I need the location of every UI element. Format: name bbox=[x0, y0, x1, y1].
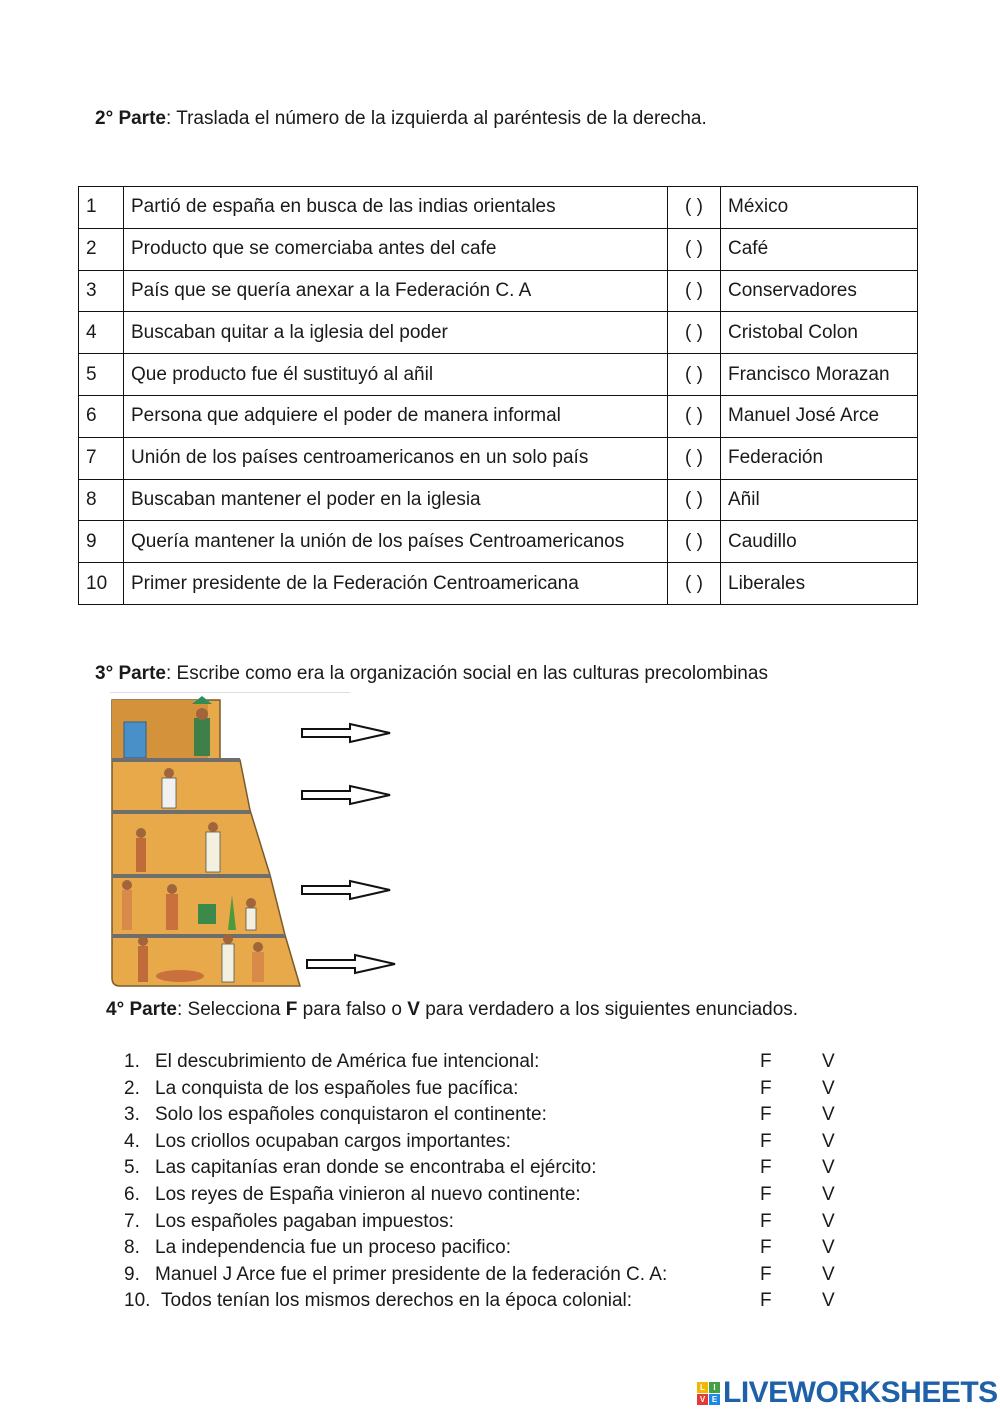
row-number: 7 bbox=[79, 437, 124, 479]
false-option[interactable]: F bbox=[760, 1183, 772, 1205]
item-number: 3. bbox=[124, 1104, 140, 1126]
answer-blank[interactable] bbox=[668, 521, 721, 563]
item-statement: Los reyes de España vinieron al nuevo continente: bbox=[155, 1183, 581, 1205]
row-option: Federación bbox=[721, 437, 918, 479]
arrow-right-icon bbox=[307, 955, 395, 973]
row-number: 2 bbox=[79, 228, 124, 270]
table-row bbox=[79, 270, 918, 312]
true-option[interactable]: V bbox=[822, 1210, 835, 1232]
false-option[interactable]: F bbox=[760, 1130, 772, 1152]
false-option[interactable]: F bbox=[760, 1290, 772, 1312]
arrow-right-icon bbox=[302, 786, 390, 804]
part2-label: 2° Parte bbox=[95, 108, 166, 129]
row-number: 9 bbox=[79, 521, 124, 563]
table-row bbox=[79, 521, 918, 563]
list-item bbox=[124, 1290, 844, 1317]
row-description: Persona que adquiere el poder de manera informal bbox=[124, 395, 668, 437]
item-number: 9. bbox=[124, 1263, 140, 1285]
table-row bbox=[79, 354, 918, 396]
true-option[interactable]: V bbox=[822, 1290, 835, 1312]
answer-parentheses[interactable]: ( ) bbox=[685, 321, 703, 343]
false-option[interactable]: F bbox=[760, 1104, 772, 1126]
answer-parentheses[interactable]: ( ) bbox=[685, 363, 703, 385]
logo-blocks-icon bbox=[697, 1382, 720, 1405]
list-item bbox=[124, 1264, 844, 1291]
part3-label: 3° Parte bbox=[95, 663, 166, 684]
row-option: Conservadores bbox=[721, 270, 918, 312]
item-number: 7. bbox=[124, 1210, 140, 1232]
true-option[interactable]: V bbox=[822, 1051, 835, 1072]
item-statement: Los criollos ocupaban cargos importantes: bbox=[155, 1130, 511, 1152]
false-option[interactable]: F bbox=[760, 1051, 772, 1072]
answer-parentheses[interactable]: ( ) bbox=[685, 405, 703, 427]
list-item bbox=[124, 1211, 844, 1238]
arrows bbox=[302, 724, 395, 973]
answer-parentheses[interactable]: ( ) bbox=[685, 488, 703, 510]
row-option: Añil bbox=[721, 479, 918, 521]
logo-block: E bbox=[709, 1394, 720, 1405]
row-option: Cristobal Colon bbox=[721, 312, 918, 354]
list-item bbox=[124, 1184, 844, 1211]
part2-heading bbox=[95, 108, 707, 130]
true-option[interactable]: V bbox=[822, 1183, 835, 1205]
arrow-right-icon bbox=[302, 724, 390, 742]
row-number: 1 bbox=[79, 187, 124, 229]
list-item bbox=[124, 1078, 844, 1105]
item-statement: El descubrimiento de América fue intencional: bbox=[155, 1051, 540, 1072]
part4-instruction-b: para falso o bbox=[297, 999, 408, 1020]
part4-v-bold: V bbox=[407, 999, 420, 1020]
part4-f-bold: F bbox=[285, 999, 298, 1020]
table-row bbox=[79, 437, 918, 479]
row-option: Manuel José Arce bbox=[721, 395, 918, 437]
item-number: 2. bbox=[124, 1077, 140, 1099]
true-option[interactable]: V bbox=[822, 1263, 835, 1285]
false-option[interactable]: F bbox=[760, 1157, 772, 1179]
table-row bbox=[79, 228, 918, 270]
list-item bbox=[124, 1051, 844, 1078]
item-statement: Solo los españoles conquistaron el continente: bbox=[155, 1104, 547, 1126]
answer-parentheses[interactable]: ( ) bbox=[685, 530, 703, 552]
part2-instruction: : Traslada el número de la izquierda al paréntesis de la derecha. bbox=[165, 108, 707, 129]
list-item bbox=[124, 1157, 844, 1184]
row-description: Buscaban quitar a la iglesia del poder bbox=[124, 312, 668, 354]
item-number: 1. bbox=[124, 1051, 140, 1072]
item-number: 4. bbox=[124, 1130, 140, 1152]
true-option[interactable]: V bbox=[822, 1077, 835, 1099]
row-number: 5 bbox=[79, 354, 124, 396]
answer-blank[interactable] bbox=[668, 563, 721, 605]
true-option[interactable]: V bbox=[822, 1157, 835, 1179]
liveworksheets-logo bbox=[697, 1377, 998, 1409]
true-false-list bbox=[124, 1051, 844, 1317]
social-pyramid-illustration bbox=[100, 690, 410, 990]
item-statement: Los españoles pagaban impuestos: bbox=[155, 1210, 454, 1232]
row-option: Francisco Morazan bbox=[721, 354, 918, 396]
table-row bbox=[79, 312, 918, 354]
row-description: Unión de los países centroamericanos en un solo país bbox=[124, 437, 668, 479]
answer-blank[interactable] bbox=[668, 270, 721, 312]
row-description: Producto que se comerciaba antes del cafe bbox=[124, 228, 668, 270]
item-number: 6. bbox=[124, 1183, 140, 1205]
answer-parentheses[interactable]: ( ) bbox=[685, 238, 703, 260]
answer-blank[interactable] bbox=[668, 437, 721, 479]
item-number: 10. bbox=[124, 1290, 151, 1312]
logo-wordmark: LIVEWORKSHEETS bbox=[723, 1376, 998, 1409]
answer-parentheses[interactable]: ( ) bbox=[685, 196, 703, 218]
answer-blank[interactable] bbox=[668, 187, 721, 229]
row-number: 8 bbox=[79, 479, 124, 521]
row-description: Quería mantener la unión de los países Centroamericanos bbox=[124, 521, 668, 563]
true-option[interactable]: V bbox=[822, 1104, 835, 1126]
matching-table bbox=[78, 186, 918, 605]
table-row bbox=[79, 187, 918, 229]
answer-parentheses[interactable]: ( ) bbox=[685, 572, 703, 594]
answer-parentheses[interactable]: ( ) bbox=[685, 447, 703, 469]
item-statement: Las capitanías eran donde se encontraba el ejército: bbox=[155, 1157, 597, 1179]
answer-blank[interactable] bbox=[668, 228, 721, 270]
item-statement: Todos tenían los mismos derechos en la época colonial: bbox=[161, 1290, 633, 1312]
row-description: Buscaban mantener el poder en la iglesia bbox=[124, 479, 668, 521]
logo-block: V bbox=[697, 1394, 708, 1405]
part4-instruction-a: : Selecciona bbox=[176, 999, 286, 1020]
row-option: México bbox=[721, 187, 918, 229]
arrow-right-icon bbox=[302, 881, 390, 899]
row-option: Liberales bbox=[721, 563, 918, 605]
row-option: Café bbox=[721, 228, 918, 270]
logo-block: I bbox=[709, 1382, 720, 1393]
row-number: 10 bbox=[79, 563, 124, 605]
row-description: País que se quería anexar a la Federación C. A bbox=[124, 270, 668, 312]
part3-instruction: : Escribe como era la organización social en las culturas precolombinas bbox=[165, 663, 768, 684]
row-number: 3 bbox=[79, 270, 124, 312]
part4-heading bbox=[106, 999, 798, 1021]
answer-parentheses[interactable]: ( ) bbox=[685, 279, 703, 301]
row-number: 4 bbox=[79, 312, 124, 354]
row-number: 6 bbox=[79, 395, 124, 437]
list-item bbox=[124, 1131, 844, 1158]
answer-blank[interactable] bbox=[668, 479, 721, 521]
true-option[interactable]: V bbox=[822, 1237, 835, 1259]
item-statement: La independencia fue un proceso pacifico: bbox=[155, 1237, 511, 1259]
item-statement: La conquista de los españoles fue pacífica: bbox=[155, 1077, 519, 1099]
item-statement: Manuel J Arce fue el primer presidente de la federación C. A: bbox=[155, 1263, 668, 1285]
logo-block: L bbox=[697, 1382, 708, 1393]
part4-instruction-c: para verdadero a los siguientes enunciados. bbox=[419, 999, 799, 1020]
table-row bbox=[79, 479, 918, 521]
table-row bbox=[79, 395, 918, 437]
part4-label: 4° Parte bbox=[106, 999, 177, 1020]
table-row bbox=[79, 563, 918, 605]
row-description: Partió de españa en busca de las indias orientales bbox=[124, 187, 668, 229]
row-description: Primer presidente de la Federación Centroamericana bbox=[124, 563, 668, 605]
item-number: 8. bbox=[124, 1237, 140, 1259]
list-item bbox=[124, 1104, 844, 1131]
answer-blank[interactable] bbox=[668, 395, 721, 437]
row-description: Que producto fue él sustituyó al añil bbox=[124, 354, 668, 396]
true-option[interactable]: V bbox=[822, 1130, 835, 1152]
part3-heading bbox=[95, 663, 768, 685]
list-item bbox=[124, 1237, 844, 1264]
row-option: Caudillo bbox=[721, 521, 918, 563]
item-number: 5. bbox=[124, 1157, 140, 1179]
answer-blank[interactable] bbox=[668, 312, 721, 354]
false-option[interactable]: F bbox=[760, 1237, 772, 1259]
false-option[interactable]: F bbox=[760, 1263, 772, 1285]
answer-blank[interactable] bbox=[668, 354, 721, 396]
false-option[interactable]: F bbox=[760, 1210, 772, 1232]
false-option[interactable]: F bbox=[760, 1077, 772, 1099]
